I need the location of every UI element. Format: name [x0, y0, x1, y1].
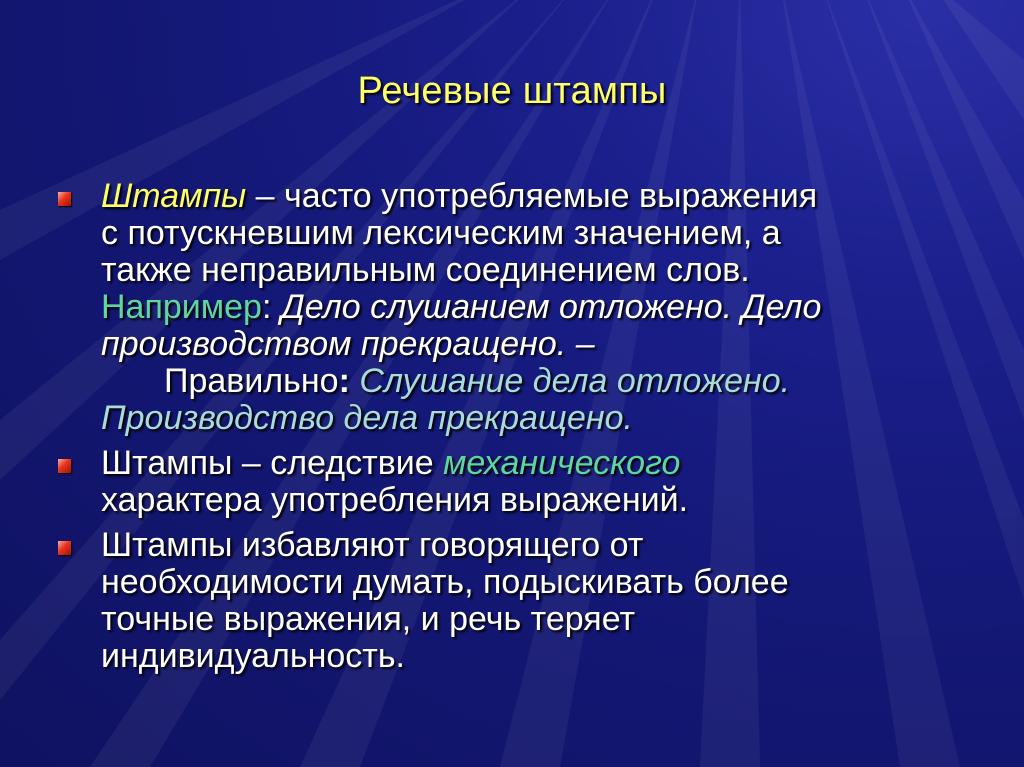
bullet-item-definition [58, 178, 978, 437]
term-shtampy: Штампы [101, 177, 247, 215]
correct-line-2: Производство дела прекращено. [101, 399, 633, 437]
example-line-1: Например: Дело слушанием отложено. Дело [101, 288, 822, 326]
effect-line-2: необходимости думать, подыскивать более [101, 563, 789, 601]
correct-label: Правильно [164, 362, 339, 400]
example-line-2: производством прекращено. – [101, 325, 595, 363]
bullet-item-consequence [58, 445, 978, 519]
red-square-bullet-icon [58, 459, 71, 473]
effect-line-3: точные выражения, и речь теряет [101, 600, 636, 638]
bullet-item-effect [58, 527, 978, 675]
consequence-line-2: характера употребления выражений. [101, 481, 689, 519]
definition-line-3: также неправильным соединением слов. [101, 251, 750, 289]
example-label: Например [101, 288, 262, 326]
correct-line-1: Правильно: Слушание дела отложено. [164, 362, 791, 400]
bullet-list [58, 178, 978, 683]
effect-line-1: Штампы избавляют говорящего от [101, 526, 644, 564]
effect-line-4: индивидуальность. [101, 637, 405, 675]
definition-line-1: Штампы – часто употребляемые выражения [101, 177, 818, 215]
definition-line-2: с потускневшим лексическим значением, а [101, 214, 781, 252]
red-square-bullet-icon [58, 541, 71, 555]
red-square-bullet-icon [58, 192, 71, 206]
slide-title: Речевые штампы [357, 70, 667, 112]
highlight-mechanical: механического [443, 444, 681, 482]
consequence-line-1: Штампы – следствие механического [101, 444, 681, 482]
